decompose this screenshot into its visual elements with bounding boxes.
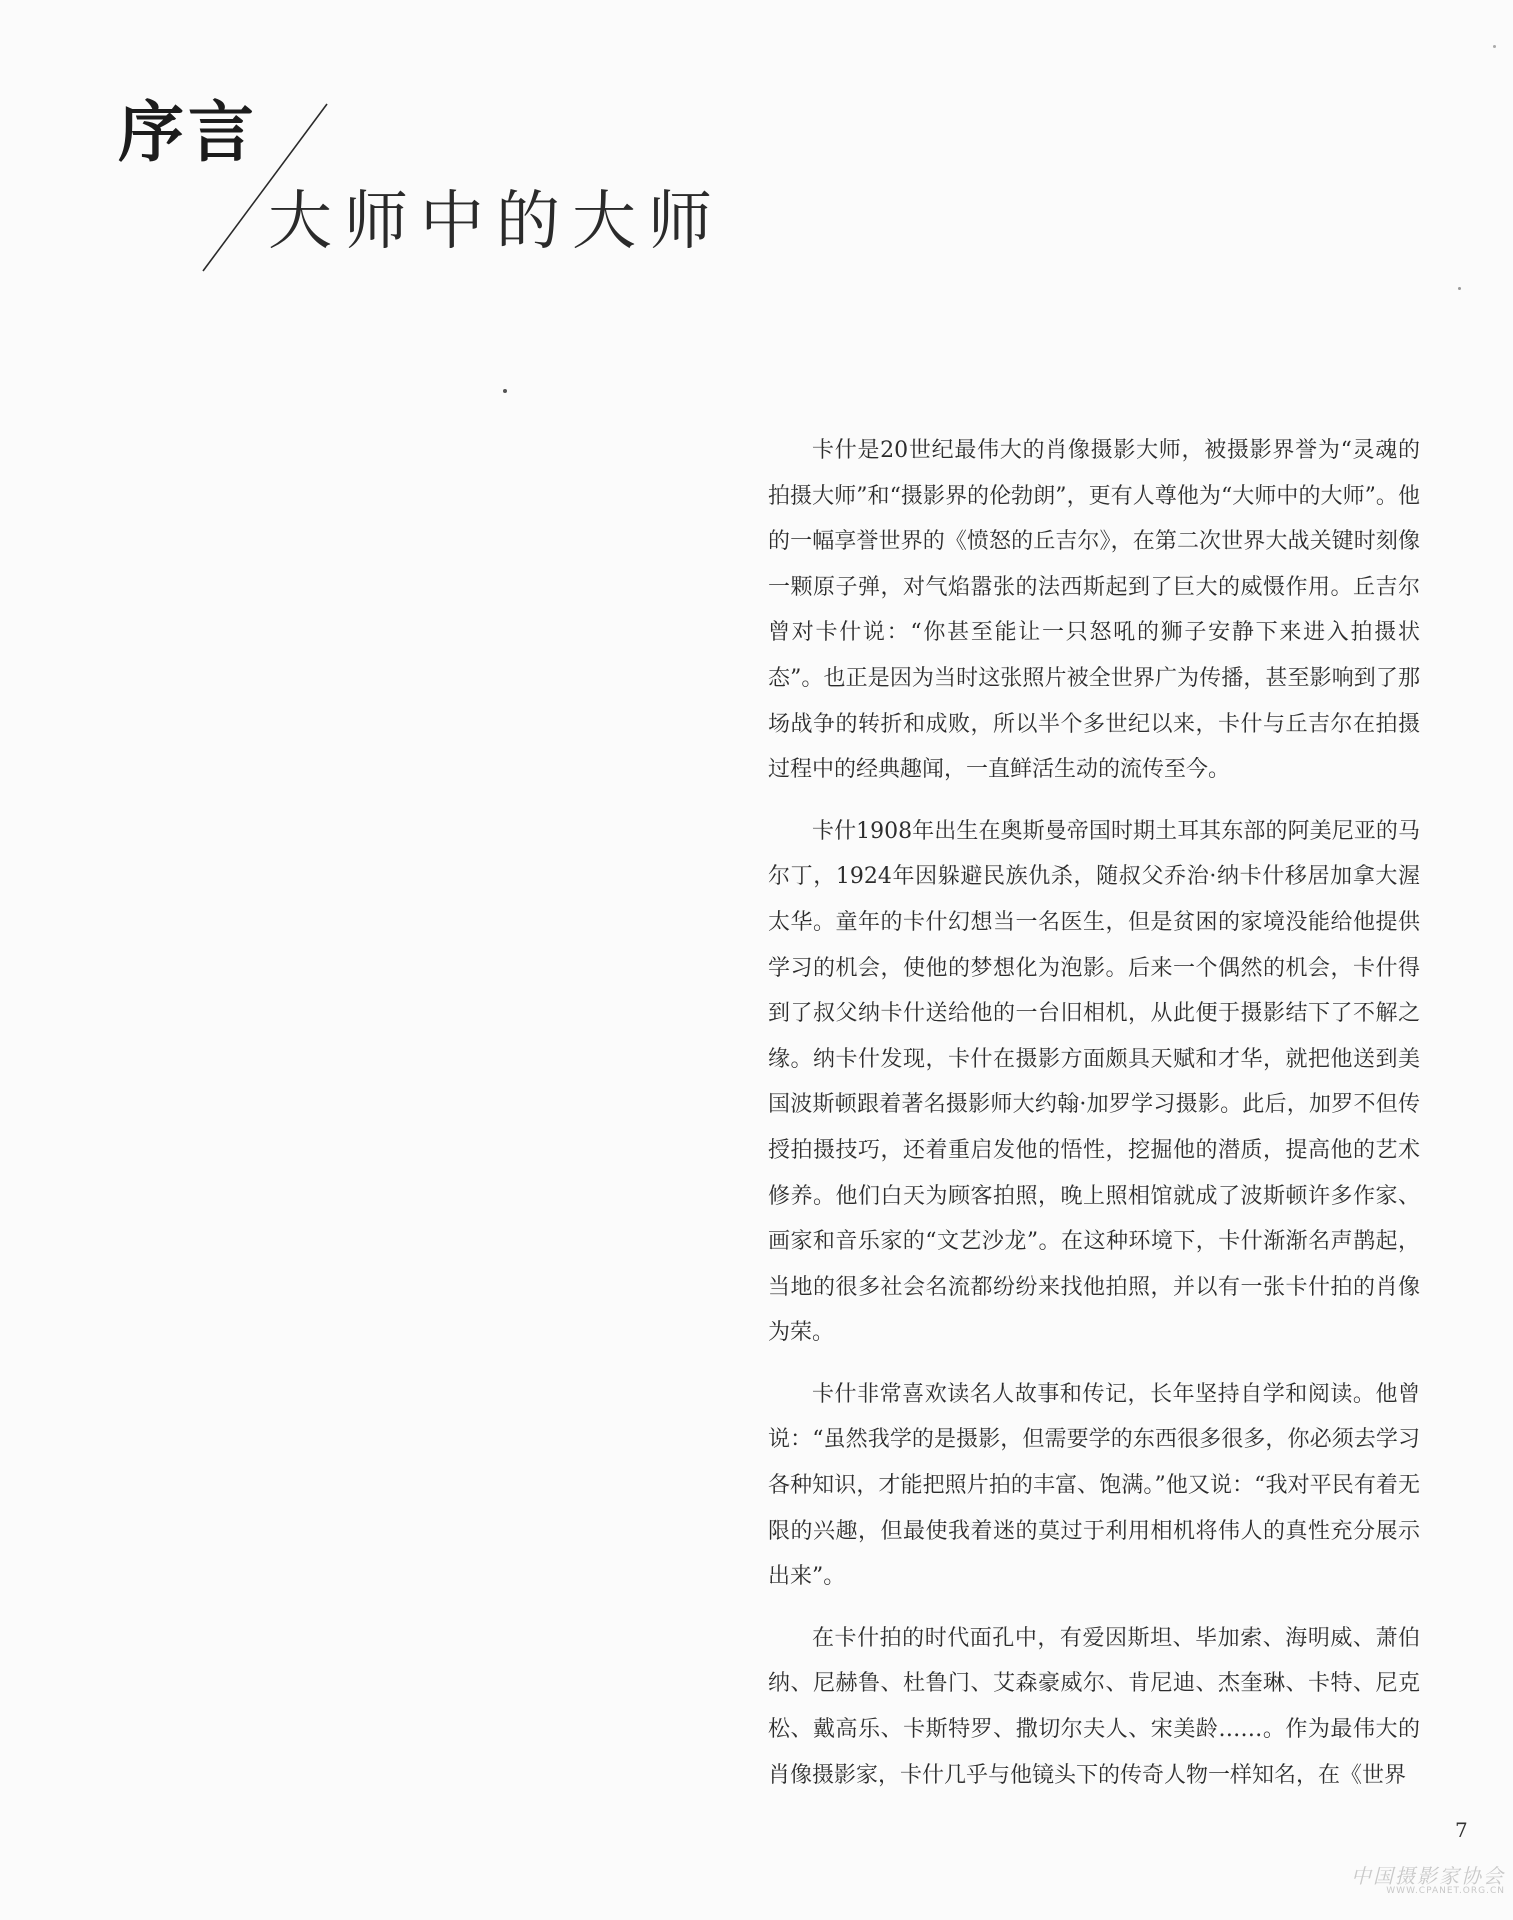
scan-speck: [503, 389, 507, 393]
paragraph: 在卡什拍的时代面孔中，有爱因斯坦、毕加索、海明威、萧伯纳、尼赫鲁、杜鲁门、艾森豪威尔、肯尼迪、杰奎琳、卡特、尼克松、戴高乐、卡斯特罗、撒切尔夫人、宋美龄……。作为最伟大的肖像摄影家，卡什几乎与他镜头下的传奇人物一样知名，在《世界: [768, 1625, 1420, 1788]
page-subtitle: 大师中的大师: [268, 185, 724, 259]
watermark-name: 中国摄影家协会: [1351, 1864, 1505, 1888]
body-text: [768, 428, 1420, 1814]
watermark-url: WWW.CPANET.ORG.CN: [1386, 1886, 1505, 1896]
paragraph: 卡什是20世纪最伟大的肖像摄影大师，被摄影界誉为“灵魂的拍摄大师”和“摄影界的伦勃朗”，更有人尊他为“大师中的大师”。他的一幅享誉世界的《愤怒的丘吉尔》，在第二次世界大战关键时刻像一颗原子弹，对气焰嚣张的法西斯起到了巨大的威慑作用。丘吉尔曾对卡什说：“你甚至能让一只怒吼的狮子安静下来进入拍摄状态”。也正是因为当时这张照片被全世界广为传播，甚至影响到了那场战争的转折和成败，所以半个多世纪以来，卡什与丘吉尔在拍摄过程中的经典趣闻，一直鲜活生动的流传至今。: [768, 438, 1420, 783]
watermark: [1330, 1865, 1505, 1897]
paragraph: 卡什1908年出生在奥斯曼帝国时期土耳其东部的阿美尼亚的马尔丁，1924年因躲避民族仇杀，随叔父乔治·纳卡什移居加拿大渥太华。童年的卡什幻想当一名医生，但是贫困的家境没能给他提供学习的机会，使他的梦想化为泡影。后来一个偶然的机会，卡什得到了叔父纳卡什送给他的一台旧相机，从此便于摄影结下了不解之缘。纳卡什发现，卡什在摄影方面颇具天赋和才华，就把他送到美国波斯顿跟着著名摄影师大约翰·加罗学习摄影。此后，加罗不但传授拍摄技巧，还着重启发他的悟性，挖掘他的潜质，提高他的艺术修养。他们白天为顾客拍照，晚上照相馆就成了波斯顿许多作家、画家和音乐家的“文艺沙龙”。在这种环境下，卡什渐渐名声鹊起，当地的很多社会名流都纷纷来找他拍照，并以有一张卡什拍的肖像为荣。: [768, 818, 1420, 1346]
page-number: 7: [1455, 1818, 1468, 1842]
scan-speck: [1493, 45, 1496, 48]
page-title: 序言: [118, 94, 258, 171]
scan-speck: [1458, 287, 1461, 290]
paragraph: 卡什非常喜欢读名人故事和传记，长年坚持自学和阅读。他曾说：“虽然我学的是摄影，但需要学的东西很多很多，你必须去学习各种知识，才能把照片拍的丰富、饱满。”他又说：“我对平民有着无限的兴趣，但最使我着迷的莫过于利用相机将伟人的真性充分展示出来”。: [768, 1381, 1420, 1590]
